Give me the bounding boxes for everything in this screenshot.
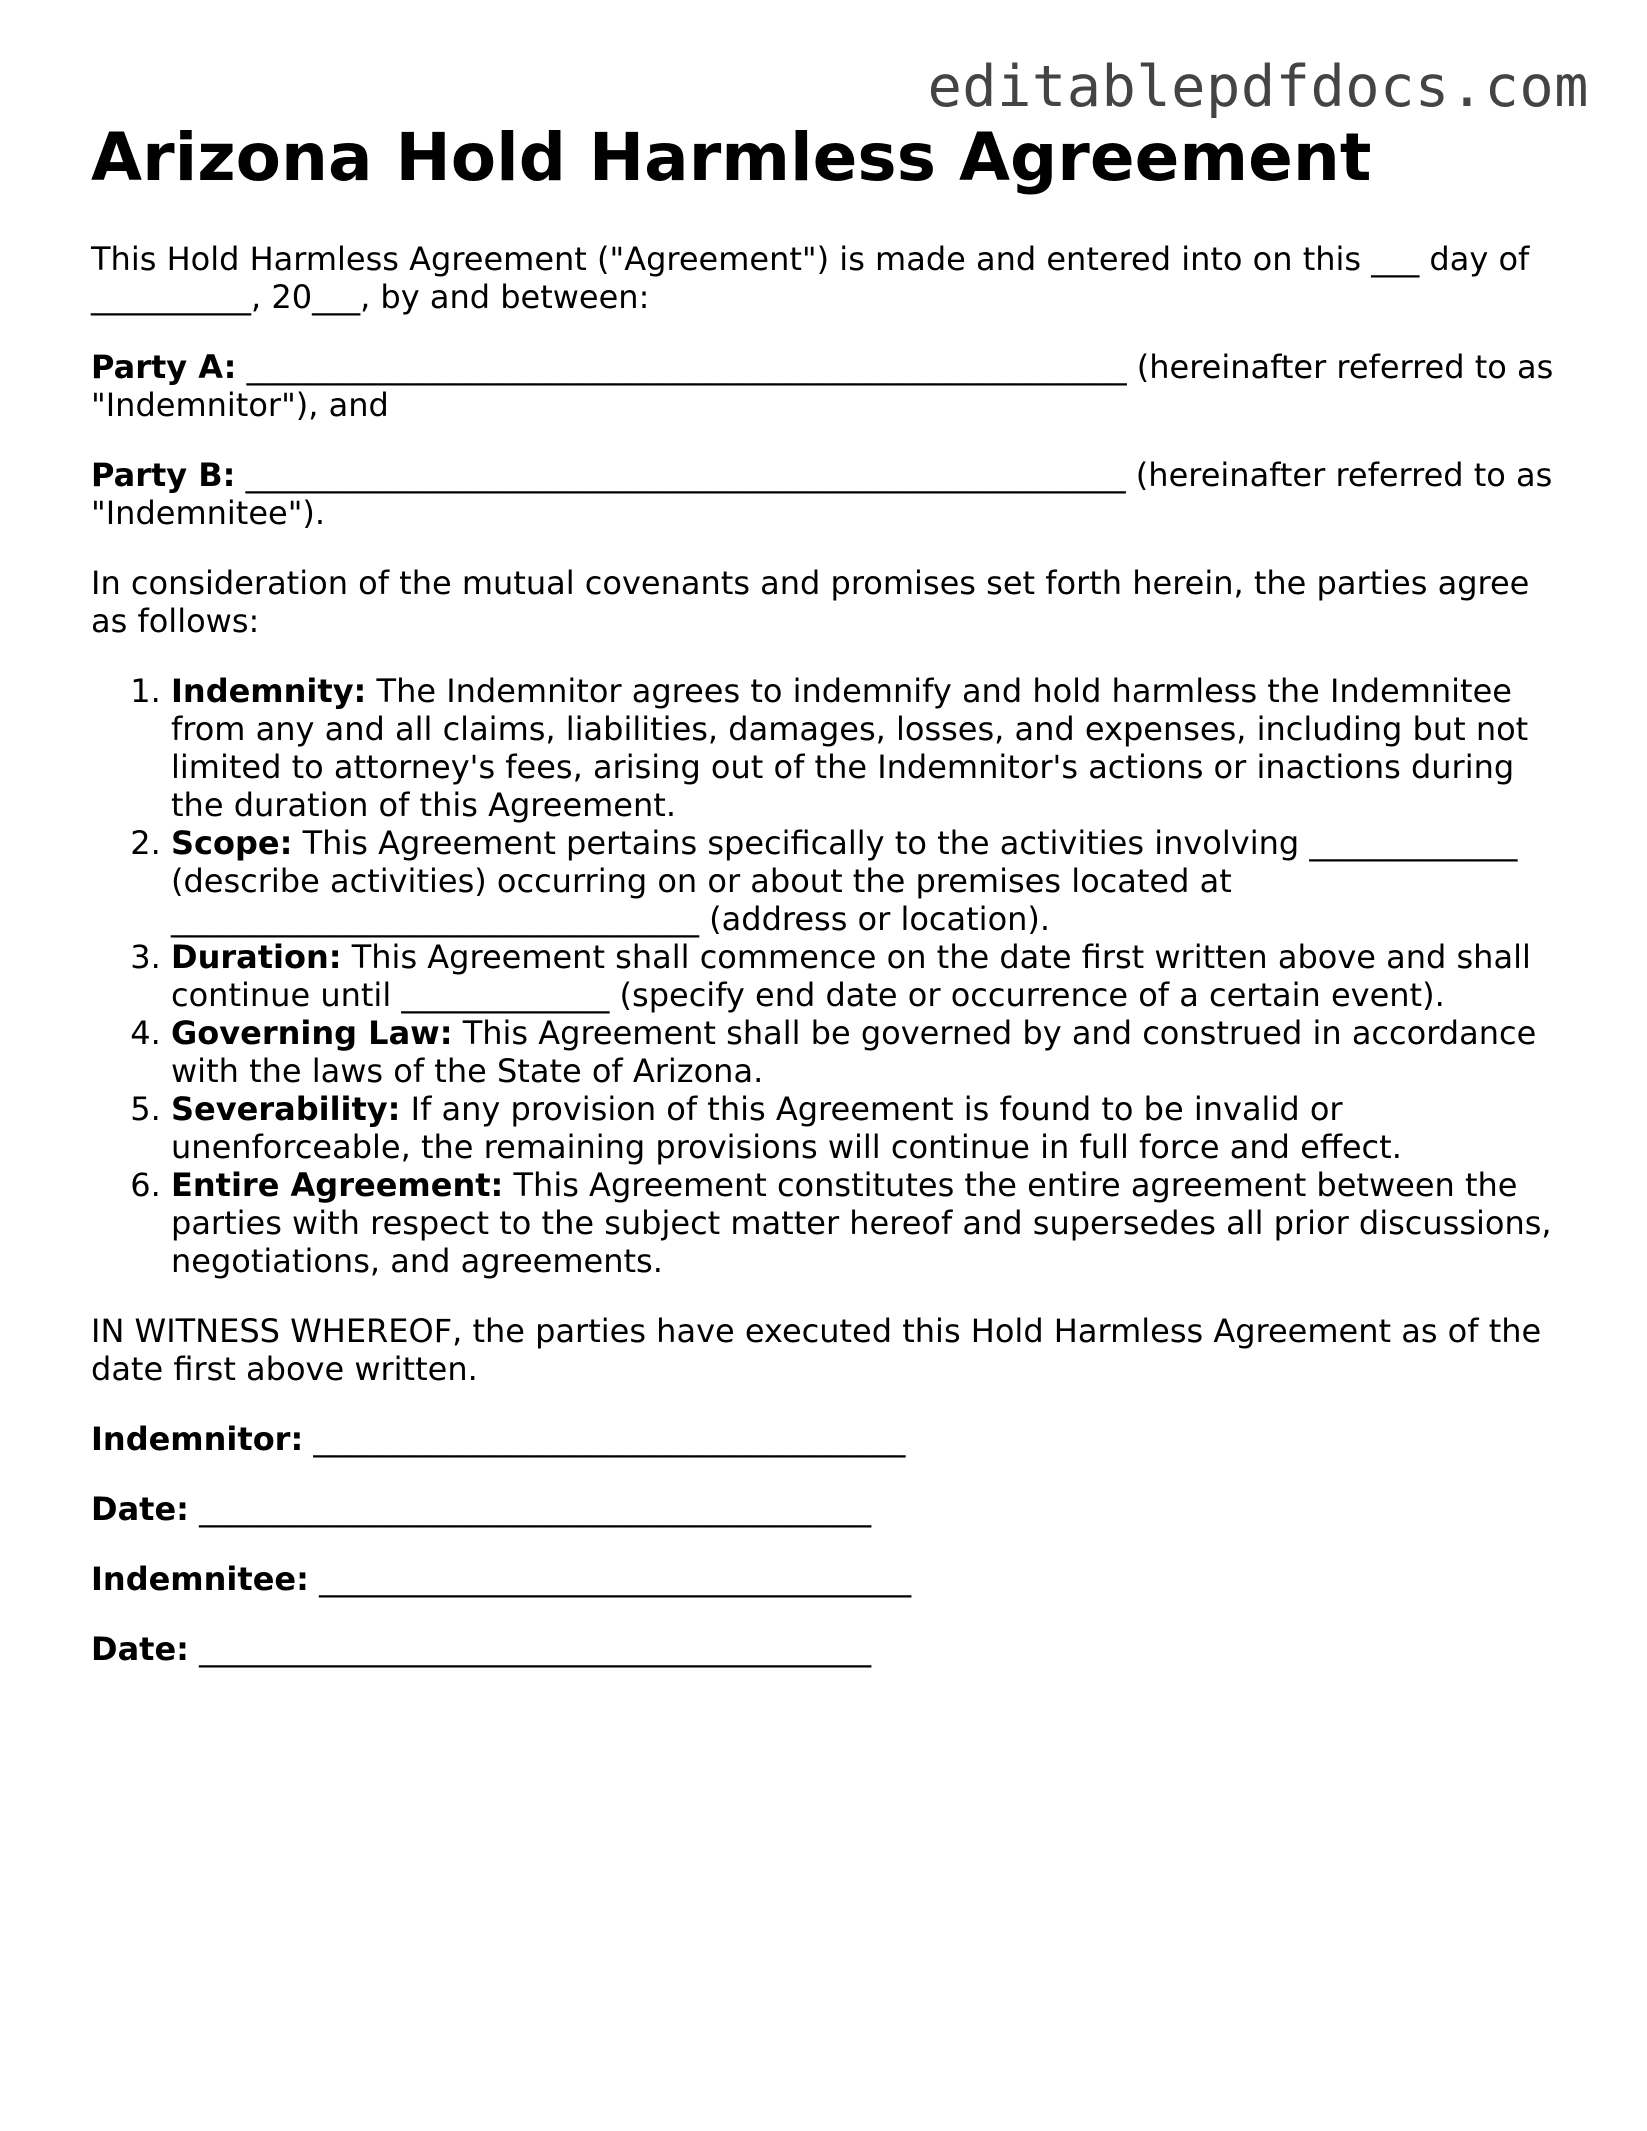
party-b-label: Party B: bbox=[91, 456, 236, 494]
clause-entire-agreement bbox=[171, 1166, 1571, 1280]
signature-date-indemnitor bbox=[91, 1490, 1571, 1528]
clause-label: Scope: bbox=[171, 824, 293, 862]
clause-indemnity bbox=[171, 672, 1571, 824]
signature-line: _____________________________________ bbox=[308, 1560, 912, 1598]
party-a-line bbox=[91, 348, 1571, 424]
signature-line: __________________________________________ bbox=[188, 1490, 872, 1528]
clause-scope bbox=[171, 824, 1571, 938]
party-a-label: Party A: bbox=[91, 348, 237, 386]
clause-text: The Indemnitor agrees to indemnify and hold harmless the Indemnitee from any and all claims, liabilities, damages, losses, and expenses, including but not limited to attorney's fees, arising out of the Indemnitor's actions or inactions during the duration of this Agreement. bbox=[171, 672, 1529, 824]
clause-severability bbox=[171, 1090, 1571, 1166]
clause-duration bbox=[171, 938, 1571, 1014]
clause-text: This Agreement pertains specifically to the activities involving _____________ (describe activities) occurring on or about the premises located at _________________________________ (address or location). bbox=[171, 824, 1518, 938]
clause-list bbox=[91, 672, 1571, 1280]
signature-label: Indemnitor: bbox=[91, 1420, 304, 1458]
party-b-text: _______________________________________________________ (hereinafter referred to as "Indemnitee"). bbox=[91, 456, 1553, 532]
document-title: Arizona Hold Harmless Agreement bbox=[91, 119, 1372, 196]
party-a-text: _______________________________________________________ (hereinafter referred to as "Indemnitor"), and bbox=[91, 348, 1554, 424]
consideration-paragraph: In consideration of the mutual covenants and promises set forth herein, the parties agree as follows: bbox=[91, 564, 1530, 640]
clause-governing-law bbox=[171, 1014, 1571, 1090]
signature-line: _____________________________________ bbox=[303, 1420, 906, 1458]
clause-label: Severability: bbox=[171, 1090, 401, 1128]
signature-indemnitor bbox=[91, 1420, 1571, 1458]
clause-text: This Agreement constitutes the entire agreement between the parties with respect to the subject matter hereof and supersedes all prior discussions, negotiations, and agreements. bbox=[171, 1166, 1552, 1280]
signature-indemnitee bbox=[91, 1560, 1571, 1598]
clause-label: Entire Agreement: bbox=[171, 1166, 504, 1204]
document-page bbox=[91, 118, 1571, 1700]
clause-text: This Agreement shall commence on the date first written above and shall continue until _____________ (specify end date or occurrence of a certain event). bbox=[171, 938, 1531, 1014]
clause-text: This Agreement shall be governed by and construed in accordance with the laws of the State of Arizona. bbox=[171, 1014, 1537, 1090]
clause-label: Indemnity: bbox=[171, 672, 367, 710]
intro-paragraph: This Hold Harmless Agreement ("Agreement") is made and entered into on this ___ day of __________, 20___, by and between: bbox=[91, 240, 1530, 316]
clause-label: Governing Law: bbox=[171, 1014, 453, 1052]
signature-label: Date: bbox=[91, 1630, 189, 1668]
party-b-line bbox=[91, 456, 1571, 532]
signature-date-indemnitee bbox=[91, 1630, 1571, 1668]
clause-text: If any provision of this Agreement is found to be invalid or unenforceable, the remaining provisions will continue in full force and effect. bbox=[171, 1090, 1402, 1166]
signature-label: Date: bbox=[91, 1490, 189, 1528]
signature-line: __________________________________________ bbox=[188, 1630, 872, 1668]
signature-label: Indemnitee: bbox=[91, 1560, 309, 1598]
watermark: editablepdfdocs.com bbox=[927, 54, 1589, 120]
clause-label: Duration: bbox=[171, 938, 342, 976]
witness-paragraph: IN WITNESS WHEREOF, the parties have executed this Hold Harmless Agreement as of the date first above written. bbox=[91, 1312, 1542, 1388]
